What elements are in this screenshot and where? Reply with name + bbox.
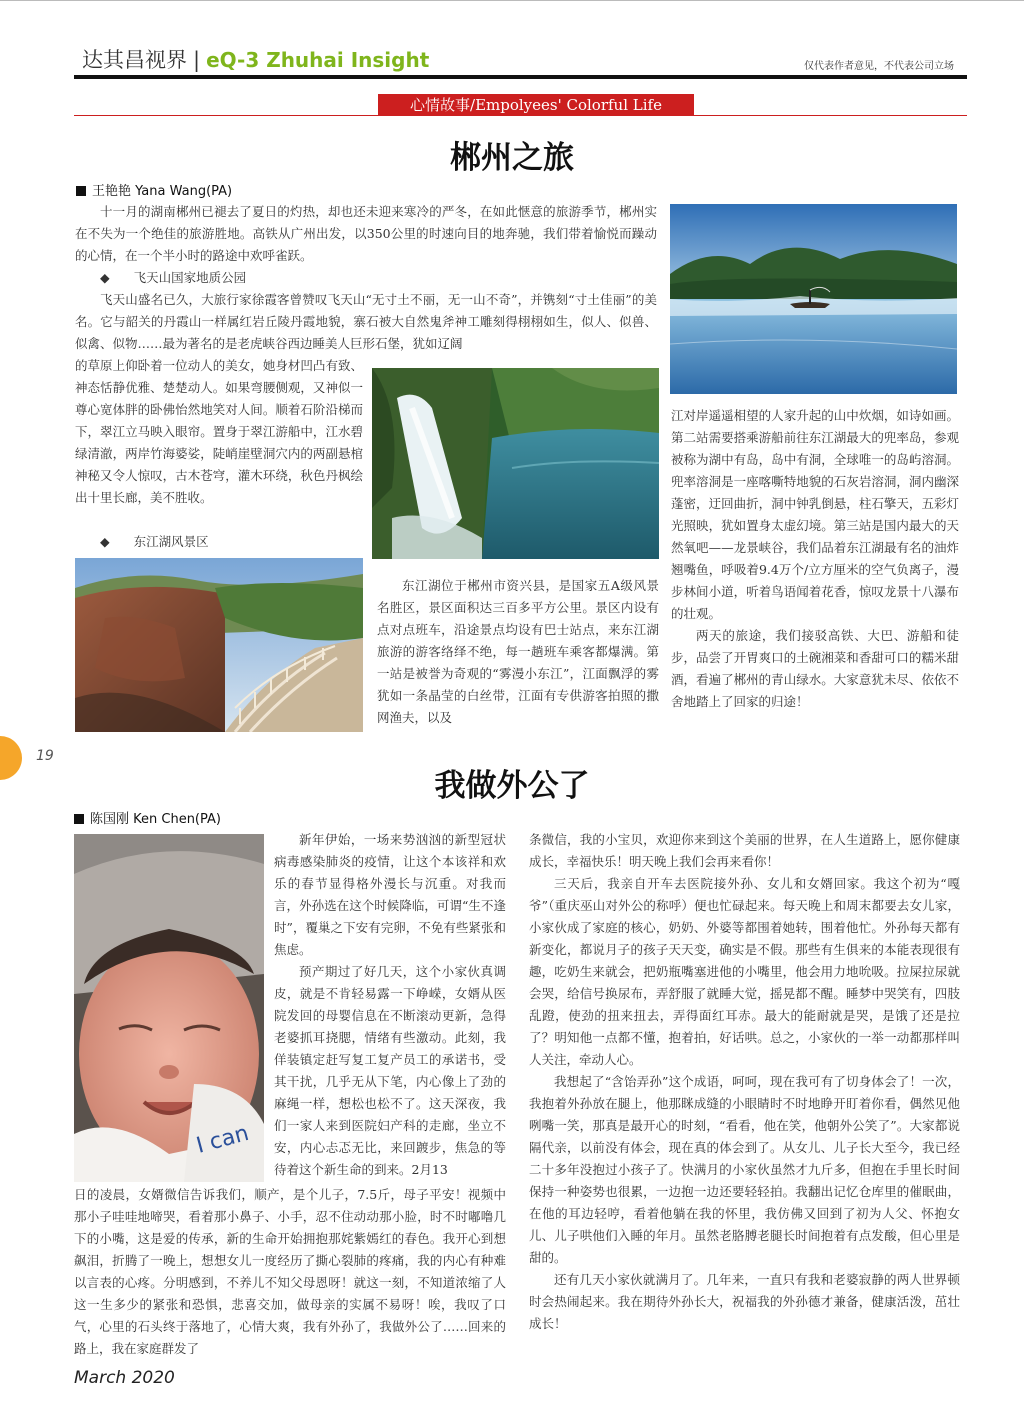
article2-column1-wrap: 新年伊始，一场来势汹汹的新型冠状病毒感染肺炎的疫情，让这个本该祥和欢乐的春节显得格外漫长与沉重。对我而言，外孙选在这个时候降临，可谓“生不逢时”，覆巢之下安有完卵，不免有些紧张和焦虑。 预产期过了好几天，这个小家伙真调皮，就是不肯轻易露一下峥嵘，女婿从医院发回的母婴信息在不断滚动更新，急得老婆抓耳挠腮，情绪有些激动。此刻，我佯装镇定赶写复工复产员工的承诺书，受其干扰，几乎无从下笔，内心像上了劲的麻绳一样，想松也松不了。这天深夜，我们一家人来到医院妇产科的走廊，坐立不安，内心忐忑无比，来回踱步，焦急的等待着这个新生命的到来。2月13 [274, 832, 506, 1177]
diamond-icon: ◆ [100, 534, 110, 549]
magazine-name-cn: 达其昌视界 [82, 48, 187, 72]
paragraph-feitianshan: 飞天山盛名已久，大旅行家徐霞客曾赞叹飞天山“无寸土不丽，无一山不奇”，并镌刻“寸土佳丽”的美名。它与韶关的丹霞山一样属红岩丘陵丹霞地貌，寨石被大自然鬼斧神工雕刻得栩栩如生，似人、似兽、似禽、似物……最为著名的是老虎峡谷西边睡美人巨形石堡，犹如辽阔 [75, 292, 657, 351]
article-byline [74, 808, 221, 827]
disclaimer: 仅代表作者意见，不代表公司立场 [804, 61, 954, 72]
article-intro [75, 201, 657, 267]
paragraph-feitianshan-cont: 的草原上仰卧着一位动人的美女，她身材凹凸有致、神态恬静优雅、楚楚动人。如果弯腰侧观，又神似一尊心宽体胖的卧佛怡然地笑对人间。顺着石阶沿梯而下，翠江立马映入眼帘。置身于翠江游船中，江水碧绿清澈，两岸竹海婆娑，陡峭崖壁洞穴内的两副悬棺神秘又令人惊叹，古木苍穹，灌木环绕，秋色丹枫绘出十里长廊，美不胜收。 [75, 358, 363, 505]
article-title: 我做外公了 [434, 768, 590, 804]
header-rule [74, 75, 967, 79]
photo-newborn [74, 834, 264, 1182]
masthead [82, 44, 429, 74]
article-byline [76, 180, 232, 199]
paragraph-dongjiang-cont: 江对岸遥遥相望的人家升起的山中炊烟，如诗如画。第二站需要搭乘游船前往东江湖最大的兜率岛，参观被称为湖中有岛，岛中有洞，全球唯一的岛屿溶洞。兜率溶洞是一座喀嘶特地貌的石灰岩溶洞，洞内幽深蓬密，迂回曲折，洞中钟乳倒悬，柱石擎天，五彩灯光照映，犹如置身太虚幻境。第三站是国内最大的天然氧吧——龙景峡谷，我们品着东江湖最有名的油炸翘嘴鱼，呼吸着9.4万个/立方厘米的空气负离子，漫步林间小道，听着鸟语闻着花香，惊叹龙景十八瀑布的壮观。 两天的旅途，我们接驳高铁、大巴、游船和徒步，品尝了开胃爽口的土碗湘菜和香甜可口的糯米甜酒，看遍了郴州的青山绿水。大家意犹未尽、依依不舍地踏上了回家的归途！ [671, 408, 959, 709]
article2-column2: 条微信，我的小宝贝，欢迎你来到这个美丽的世界，在人生道路上，愿你健康成长，幸福快乐！明天晚上我们会再来看你！ 三天后，我亲自开车去医院接外孙、女儿和女婿回家。我这个初为“嘎爷”（重庆巫山对外公的称呼）便也忙碌起来。每天晚上和周末都要去女儿家，小家伙成了家庭的核心，奶奶、外婆等都围着她转，围着他忙。外孙每天都有新变化，都说月子的孩子天天变，确实是不假。那些有生俱来的本能表现很有趣，吃奶生来就会，把奶瓶嘴塞进他的小嘴里，他会用力地吮吸。拉屎拉尿就会哭，给信号换尿布，弄舒服了就睡大觉，摇晃都不醒。睡梦中哭笑有，四肢乱蹬，使劲的扭来扭去，弄得面红耳赤。最大的能耐就是哭，是饿了还是拉了？明知他一点都不懂，抱着拍，好话哄。总之，小家伙的一举一动都那样叫人关注，牵动人心。 我想起了“含饴弄孙”这个成语，呵呵，现在我可有了切身体会了！一次，我抱着外孙放在腿上，他那眯成缝的小眼睛时不时地睁开盯着你看，偶然见他咧嘴一笑，那真是最开心的时刻，“看看，他在笑，他朝外公笑了”。大家都说隔代亲，以前没有体会，现在真的体会到了。从女儿、儿子长大至今，我已经二十多年没抱过小孩子了。快满月的小家伙虽然才九斤多，但抱在手里长时间保持一种姿势也很累，一边抱一边还要轻轻拍。我翻出记忆仓库里的催眠曲，在他的耳边轻哼，看着他躺在我的怀里，我仿佛又回到了初为人父、怀抱女儿、儿子哄他们入睡的年月。虽然老胳膊老腿长时间抱着有点发酸，但心里是甜的。 还有几天小家伙就满月了。几年来，一直只有我和老婆寂静的两人世界顿时会热闹起来。我在期待外孙长大，祝福我的外孙德才兼备，健康活泼，茁壮成长！ [529, 832, 960, 1331]
page-number: 19 [36, 748, 54, 764]
photo-waterfall [372, 368, 659, 559]
article2-column1-full: 日的凌晨，女婿微信告诉我们，顺产，是个儿子，7.5斤，母子平安！视频中那小子哇哇地啼哭，看着那小鼻子、小手，忍不住动动那小脸，时不时嘟噜几下的小嘴，这是爱的传承，新的生命开始拥抱那姹紫嫣红的春色。我开心到想飙泪，折腾了一晚上，想想女儿一度经历了撕心裂肺的疼痛，我的内心有种难以言表的心疼。分明感到，不养儿不知父母恩呀！就这一刻，不知道浓缩了人这一生多少的紧张和恐惧，悲喜交加，做母亲的实属不易呀！唉，我叹了口气，心里的石头终于落地了，心情大爽，我有外孙了，我做外公了……回来的路上，我在家庭群发了 [74, 1187, 506, 1356]
byline-square-icon [74, 814, 84, 824]
byline-square-icon [76, 186, 86, 196]
page-border [0, 0, 1024, 1]
diamond-icon: ◆ [100, 270, 110, 285]
magazine-name-en: eQ-3 Zhuhai Insight [206, 48, 430, 72]
article-title: 郴州之旅 [450, 140, 574, 176]
bullet-heading: ◆ 飞天山国家地质公园 [100, 270, 247, 285]
byline-text: 王艳艳 Yana Wang(PA) [92, 184, 233, 199]
blanket-text: I can [193, 1120, 252, 1159]
photo-lake-boat [670, 204, 957, 394]
intro-paragraph: 十一月的湖南郴州已褪去了夏日的灼热，却也还未迎来寒冷的严冬，在如此惬意的旅游季节，郴州实在不失为一个绝佳的旅游胜地。高铁从广州出发，以350公里的时速向目的地奔驰，我们带着愉悦而躁动的心情，在一个半小时的路途中欢呼雀跃。 [75, 204, 657, 263]
issue-date: March 2020 [74, 1368, 175, 1388]
masthead-separator: | [193, 48, 201, 72]
paragraph-dongjiang: 东江湖位于郴州市资兴县，是国家五A级风景名胜区，景区面积达三百多平方公里。景区内设有点对点班车，沿途景点均设有巴士站点，来东江湖旅游的游客络绎不绝，每一趟班车乘客都爆满。第一站是被誉为奇观的“雾漫小东江”，江面飘浮的雾犹如一条晶莹的白丝带，江面有专供游客拍照的撒网渔夫，以及 [377, 578, 659, 725]
byline-text: 陈国刚 Ken Chen(PA) [90, 812, 221, 827]
section-banner: 心情故事/Empolyees' Colorful Life [378, 94, 694, 116]
photo-danxia-walkway [75, 558, 363, 732]
bullet-heading: ◆ 东江湖风景区 [100, 534, 209, 549]
